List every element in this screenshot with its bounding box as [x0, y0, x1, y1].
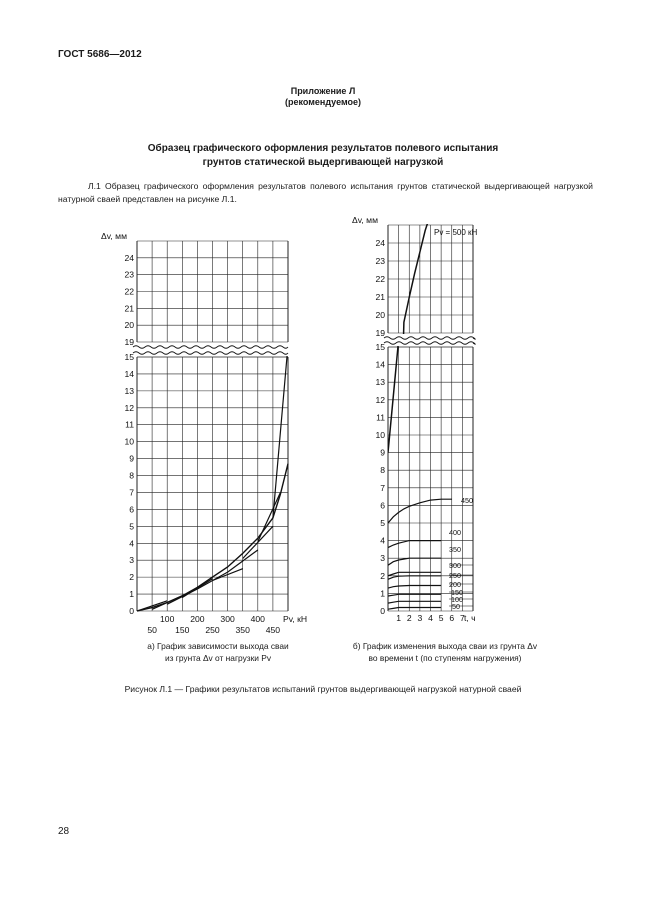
y-tick-label: 8 — [380, 465, 385, 476]
series-line-350 — [388, 558, 441, 565]
x-tick-label: 4 — [428, 613, 433, 623]
y-tick-label: 2 — [129, 572, 134, 583]
y-tick-label: 23 — [375, 256, 385, 266]
y-tick-label: 15 — [375, 342, 385, 352]
series-label: 200 — [449, 580, 461, 589]
x-tick-label: 3 — [417, 613, 423, 623]
y-tick-label: 14 — [124, 368, 134, 379]
y-tick-label: 11 — [376, 412, 385, 423]
series-label: 350 — [449, 545, 461, 554]
y-tick-label: 6 — [129, 504, 134, 515]
x-axis-label: t, ч — [464, 613, 476, 623]
y-tick-label: 14 — [375, 359, 385, 370]
y-tick-label: 10 — [375, 430, 385, 440]
x-tick-label-bottom: 350 — [235, 625, 250, 635]
series-line-500 — [403, 214, 430, 340]
x-tick-label: 5 — [438, 613, 444, 623]
y-tick-label: 11 — [125, 419, 134, 430]
y-tick-label: 1 — [380, 588, 385, 599]
x-tick-label-top: 100 — [160, 614, 175, 624]
series-label: 250 — [449, 571, 461, 580]
y-tick-label: 20 — [375, 310, 385, 320]
section-title-line-2: грунтов статической выдергивающей нагрузкой — [202, 157, 444, 168]
x-tick-label-bottom: 50 — [147, 625, 157, 635]
y-tick-label: 3 — [380, 553, 385, 564]
chart-b-caption-line-2: во времени t (по ступеням нагружения) — [368, 653, 522, 663]
y-tick-label: 9 — [129, 453, 134, 464]
chart-b — [352, 214, 478, 623]
axis-break-upper-line — [384, 337, 475, 340]
axis-break-upper-line — [133, 346, 288, 349]
y-tick-label: 24 — [124, 252, 134, 263]
series-line-50 — [388, 608, 441, 610]
x-tick-label: 1 — [396, 613, 402, 623]
series-line-500 — [388, 326, 400, 453]
y-tick-label: 15 — [124, 352, 134, 362]
tangent-segment — [258, 493, 281, 542]
y-tick-label: 9 — [380, 447, 385, 458]
document-header: ГОСТ 5686—2012 — [58, 49, 142, 60]
chart-a-caption-line-1: а) График зависимости выхода сваи — [147, 641, 289, 651]
series-label: 100 — [451, 595, 463, 604]
series-line-400 — [388, 541, 441, 548]
series-label: 50 — [452, 602, 460, 611]
y-tick-label: 3 — [129, 555, 134, 566]
axis-break-lower-line — [384, 342, 475, 345]
y-tick-label: 22 — [375, 274, 385, 284]
y-tick-label: 22 — [124, 286, 134, 297]
series-label: 150 — [451, 588, 463, 597]
y-tick-label: 7 — [129, 487, 134, 498]
series-line-150 — [388, 594, 441, 596]
series-line-100 — [388, 601, 441, 603]
y-tick-label: 19 — [375, 328, 385, 338]
paragraph-l1: Л.1 Образец графического оформления результатов полевого испытания грунтов статической выдергивающей нагрузкой натурной сваей представлен на рисунке Л.1. — [58, 181, 593, 204]
y-tick-label: 12 — [375, 394, 385, 405]
x-tick-label-bottom: 450 — [265, 625, 281, 635]
series-label: Pv = 500 кН — [434, 228, 478, 237]
y-tick-label: 10 — [124, 436, 134, 447]
figure-caption: Рисунок Л.1 — Графики результатов испытаний грунтов выдергивающей нагрузкой натурной сваей — [124, 684, 522, 694]
y-tick-label: 20 — [124, 320, 134, 331]
x-axis-label: Pv, кН — [283, 614, 308, 624]
y-tick-label: 4 — [380, 535, 385, 546]
x-tick-label: 6 — [449, 613, 455, 623]
y-tick-label: 12 — [124, 402, 134, 413]
y-tick-label: 5 — [380, 518, 385, 528]
y-tick-label: 0 — [129, 606, 134, 616]
y-tick-label: 6 — [380, 500, 385, 511]
y-tick-label: 23 — [124, 269, 134, 280]
y-tick-label: 19 — [124, 337, 134, 347]
y-tick-label: 21 — [375, 292, 385, 302]
appendix-title: Приложение Л — [290, 86, 356, 96]
y-tick-label: 5 — [129, 521, 134, 532]
section-title-line-1: Образец графического оформления результатов полевого испытания — [147, 143, 499, 154]
y-axis-label: Δv, мм — [352, 215, 378, 225]
x-tick-label-top: 400 — [250, 614, 265, 624]
x-tick-label-top: 300 — [220, 614, 235, 624]
series-label: 450 — [461, 496, 473, 505]
y-tick-label: 8 — [129, 470, 134, 481]
x-tick-label-bottom: 250 — [205, 625, 220, 635]
y-tick-label: 7 — [380, 482, 385, 493]
series-label: 300 — [449, 561, 461, 570]
chart-a-caption-line-2: из грунта Δv от нагрузки Pv — [164, 653, 272, 663]
x-tick-label: 7 — [459, 613, 465, 623]
series-line-200 — [388, 586, 441, 589]
chart-a — [101, 231, 307, 635]
y-tick-label: 13 — [375, 377, 385, 388]
x-tick-label-top: 200 — [190, 614, 205, 624]
y-tick-label: 2 — [380, 570, 385, 581]
page-number: 28 — [58, 826, 70, 837]
y-tick-label: 4 — [129, 538, 134, 549]
series-label: 400 — [449, 528, 461, 537]
axis-break-lower-line — [133, 352, 288, 355]
x-tick-label: 2 — [406, 613, 412, 623]
y-axis-label: Δv, мм — [101, 231, 127, 241]
chart-b-caption-line-1: б) График изменения выхода сваи из грунта Δv — [352, 641, 538, 651]
y-tick-label: 0 — [380, 606, 385, 616]
y-tick-label: 13 — [124, 385, 134, 396]
appendix-status: (рекомендуемое) — [285, 97, 361, 107]
y-tick-label: 1 — [129, 589, 134, 600]
x-tick-label-bottom: 150 — [175, 625, 190, 635]
y-tick-label: 21 — [124, 303, 134, 314]
series-line-250 — [388, 576, 441, 580]
y-tick-label: 24 — [375, 238, 385, 248]
